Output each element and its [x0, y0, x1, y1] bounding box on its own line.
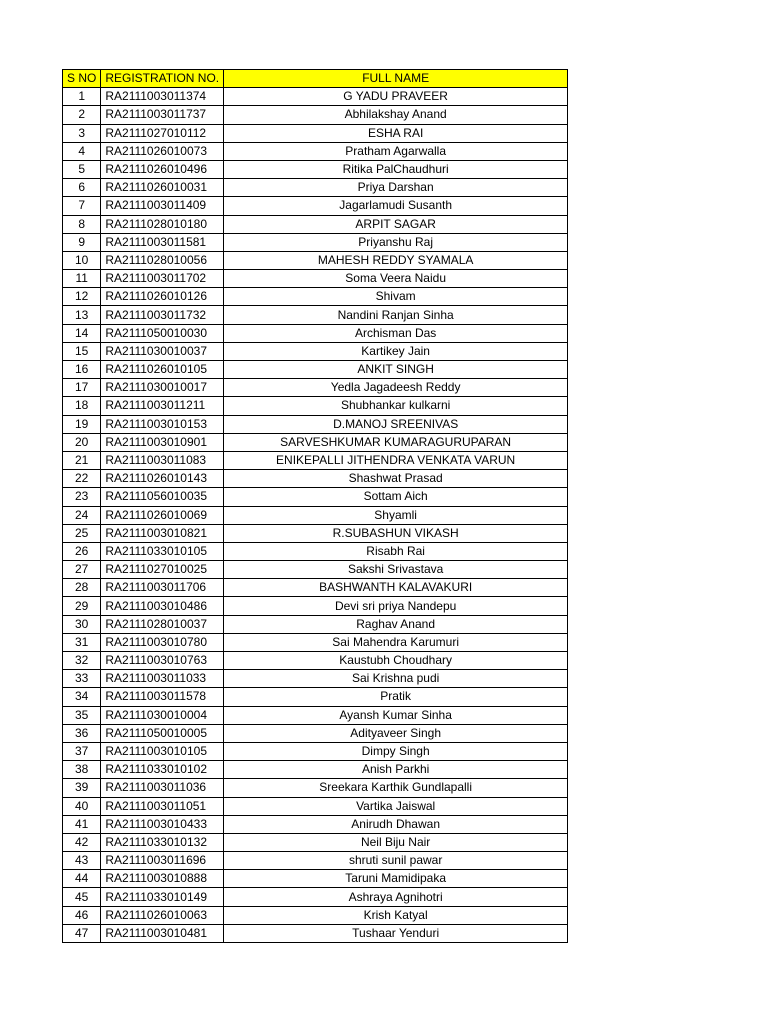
cell-registration-no: RA2111003011083	[101, 451, 224, 469]
table-row	[63, 451, 568, 469]
cell-sno: 29	[63, 597, 101, 615]
table-row	[63, 670, 568, 688]
cell-sno: 44	[63, 870, 101, 888]
table-row	[63, 633, 568, 651]
cell-full-name: Soma Veera Naidu	[224, 270, 568, 288]
table-row	[63, 106, 568, 124]
cell-sno: 42	[63, 833, 101, 851]
table-row	[63, 179, 568, 197]
cell-full-name: shruti sunil pawar	[224, 852, 568, 870]
cell-sno: 8	[63, 215, 101, 233]
cell-full-name: Sottam Aich	[224, 488, 568, 506]
cell-full-name: Tushaar Yenduri	[224, 924, 568, 942]
table-row	[63, 142, 568, 160]
cell-sno: 11	[63, 270, 101, 288]
cell-sno: 10	[63, 251, 101, 269]
cell-full-name: Kaustubh Choudhary	[224, 652, 568, 670]
cell-full-name: R.SUBASHUN VIKASH	[224, 524, 568, 542]
cell-sno: 3	[63, 124, 101, 142]
table-row	[63, 233, 568, 251]
table-row	[63, 397, 568, 415]
table-row	[63, 524, 568, 542]
cell-sno: 43	[63, 852, 101, 870]
table-row	[63, 251, 568, 269]
table-row	[63, 870, 568, 888]
table-row	[63, 852, 568, 870]
cell-full-name: Shivam	[224, 288, 568, 306]
table-row	[63, 124, 568, 142]
header-row	[63, 70, 568, 88]
table-row	[63, 342, 568, 360]
cell-registration-no: RA2111033010132	[101, 833, 224, 851]
cell-full-name: Nandini Ranjan Sinha	[224, 306, 568, 324]
cell-registration-no: RA2111003011211	[101, 397, 224, 415]
table-row	[63, 270, 568, 288]
table-row	[63, 706, 568, 724]
table-row	[63, 561, 568, 579]
cell-full-name: Raghav Anand	[224, 615, 568, 633]
cell-sno: 33	[63, 670, 101, 688]
cell-registration-no: RA2111027010025	[101, 561, 224, 579]
table-row	[63, 833, 568, 851]
cell-sno: 6	[63, 179, 101, 197]
cell-sno: 14	[63, 324, 101, 342]
cell-registration-no: RA2111026010143	[101, 470, 224, 488]
cell-full-name: Anirudh Dhawan	[224, 815, 568, 833]
cell-sno: 45	[63, 888, 101, 906]
table-row	[63, 88, 568, 106]
table-row	[63, 815, 568, 833]
cell-full-name: Krish Katyal	[224, 906, 568, 924]
table-row	[63, 415, 568, 433]
cell-sno: 13	[63, 306, 101, 324]
cell-full-name: Anish Parkhi	[224, 761, 568, 779]
cell-sno: 46	[63, 906, 101, 924]
cell-sno: 1	[63, 88, 101, 106]
cell-full-name: Abhilakshay Anand	[224, 106, 568, 124]
cell-full-name: Kartikey Jain	[224, 342, 568, 360]
cell-registration-no: RA2111026010063	[101, 906, 224, 924]
header-registration-no: REGISTRATION NO.	[101, 70, 224, 88]
cell-sno: 34	[63, 688, 101, 706]
cell-registration-no: RA2111003011409	[101, 197, 224, 215]
table-row	[63, 779, 568, 797]
cell-sno: 4	[63, 142, 101, 160]
cell-registration-no: RA2111028010037	[101, 615, 224, 633]
table-row	[63, 160, 568, 178]
cell-registration-no: RA2111003010821	[101, 524, 224, 542]
header-sno: S NO	[63, 70, 101, 88]
cell-sno: 32	[63, 652, 101, 670]
cell-full-name: Pratik	[224, 688, 568, 706]
cell-registration-no: RA2111003011732	[101, 306, 224, 324]
cell-full-name: MAHESH REDDY SYAMALA	[224, 251, 568, 269]
cell-registration-no: RA2111033010105	[101, 542, 224, 560]
cell-registration-no: RA2111003011374	[101, 88, 224, 106]
cell-full-name: Vartika Jaiswal	[224, 797, 568, 815]
cell-full-name: Devi sri priya Nandepu	[224, 597, 568, 615]
cell-registration-no: RA2111028010180	[101, 215, 224, 233]
cell-registration-no: RA2111003011706	[101, 579, 224, 597]
cell-full-name: Sai Mahendra Karumuri	[224, 633, 568, 651]
cell-sno: 30	[63, 615, 101, 633]
cell-registration-no: RA2111003011737	[101, 106, 224, 124]
cell-registration-no: RA2111030010004	[101, 706, 224, 724]
cell-registration-no: RA2111003011033	[101, 670, 224, 688]
cell-sno: 9	[63, 233, 101, 251]
cell-full-name: Ritika PalChaudhuri	[224, 160, 568, 178]
cell-sno: 35	[63, 706, 101, 724]
cell-registration-no: RA2111003011581	[101, 233, 224, 251]
cell-full-name: Jagarlamudi Susanth	[224, 197, 568, 215]
cell-sno: 19	[63, 415, 101, 433]
cell-full-name: Sreekara Karthik Gundlapalli	[224, 779, 568, 797]
cell-sno: 39	[63, 779, 101, 797]
cell-full-name: BASHWANTH KALAVAKURI	[224, 579, 568, 597]
table-row	[63, 688, 568, 706]
table-row	[63, 924, 568, 942]
cell-registration-no: RA2111026010105	[101, 361, 224, 379]
table-row	[63, 433, 568, 451]
cell-sno: 20	[63, 433, 101, 451]
table-row	[63, 306, 568, 324]
table-row	[63, 215, 568, 233]
cell-sno: 5	[63, 160, 101, 178]
cell-registration-no: RA2111003011696	[101, 852, 224, 870]
cell-full-name: ENIKEPALLI JITHENDRA VENKATA VARUN	[224, 451, 568, 469]
table-row	[63, 724, 568, 742]
cell-full-name: Shyamli	[224, 506, 568, 524]
cell-full-name: D.MANOJ SREENIVAS	[224, 415, 568, 433]
table-body	[63, 88, 568, 943]
cell-sno: 7	[63, 197, 101, 215]
cell-sno: 2	[63, 106, 101, 124]
cell-sno: 15	[63, 342, 101, 360]
cell-full-name: Priya Darshan	[224, 179, 568, 197]
cell-registration-no: RA2111030010037	[101, 342, 224, 360]
cell-full-name: Taruni Mamidipaka	[224, 870, 568, 888]
table-row	[63, 797, 568, 815]
cell-full-name: ARPIT SAGAR	[224, 215, 568, 233]
cell-full-name: Adityaveer Singh	[224, 724, 568, 742]
cell-registration-no: RA2111003010901	[101, 433, 224, 451]
cell-full-name: G YADU PRAVEER	[224, 88, 568, 106]
cell-sno: 27	[63, 561, 101, 579]
table-row	[63, 197, 568, 215]
cell-registration-no: RA2111003010105	[101, 742, 224, 760]
cell-registration-no: RA2111003010486	[101, 597, 224, 615]
cell-registration-no: RA2111003010153	[101, 415, 224, 433]
cell-full-name: Ayansh Kumar Sinha	[224, 706, 568, 724]
cell-sno: 47	[63, 924, 101, 942]
cell-full-name: Dimpy Singh	[224, 742, 568, 760]
cell-sno: 26	[63, 542, 101, 560]
cell-sno: 12	[63, 288, 101, 306]
table-row	[63, 652, 568, 670]
table-row	[63, 742, 568, 760]
table-row	[63, 470, 568, 488]
cell-sno: 21	[63, 451, 101, 469]
cell-registration-no: RA2111026010073	[101, 142, 224, 160]
cell-full-name: Shashwat Prasad	[224, 470, 568, 488]
table-row	[63, 379, 568, 397]
table-row	[63, 761, 568, 779]
cell-registration-no: RA2111033010149	[101, 888, 224, 906]
table-row	[63, 906, 568, 924]
cell-sno: 40	[63, 797, 101, 815]
cell-registration-no: RA2111050010030	[101, 324, 224, 342]
cell-full-name: Sai Krishna pudi	[224, 670, 568, 688]
cell-registration-no: RA2111003010888	[101, 870, 224, 888]
table-row	[63, 488, 568, 506]
cell-sno: 17	[63, 379, 101, 397]
cell-registration-no: RA2111003011578	[101, 688, 224, 706]
cell-registration-no: RA2111027010112	[101, 124, 224, 142]
cell-full-name: ANKIT SINGH	[224, 361, 568, 379]
cell-sno: 24	[63, 506, 101, 524]
cell-full-name: Yedla Jagadeesh Reddy	[224, 379, 568, 397]
cell-sno: 31	[63, 633, 101, 651]
cell-full-name: Neil Biju Nair	[224, 833, 568, 851]
table-row	[63, 542, 568, 560]
cell-registration-no: RA2111056010035	[101, 488, 224, 506]
cell-registration-no: RA2111050010005	[101, 724, 224, 742]
table-row	[63, 597, 568, 615]
cell-registration-no: RA2111003011036	[101, 779, 224, 797]
table-row	[63, 615, 568, 633]
cell-full-name: Archisman Das	[224, 324, 568, 342]
cell-registration-no: RA2111026010496	[101, 160, 224, 178]
cell-full-name: ESHA RAI	[224, 124, 568, 142]
cell-registration-no: RA2111026010069	[101, 506, 224, 524]
registration-table	[62, 69, 568, 943]
cell-registration-no: RA2111003010763	[101, 652, 224, 670]
table-row	[63, 288, 568, 306]
cell-full-name: Shubhankar kulkarni	[224, 397, 568, 415]
cell-full-name: Sakshi Srivastava	[224, 561, 568, 579]
cell-sno: 41	[63, 815, 101, 833]
cell-registration-no: RA2111003010481	[101, 924, 224, 942]
cell-registration-no: RA2111003010433	[101, 815, 224, 833]
cell-registration-no: RA2111003011051	[101, 797, 224, 815]
cell-sno: 37	[63, 742, 101, 760]
cell-registration-no: RA2111026010031	[101, 179, 224, 197]
cell-full-name: Priyanshu Raj	[224, 233, 568, 251]
cell-registration-no: RA2111033010102	[101, 761, 224, 779]
cell-sno: 38	[63, 761, 101, 779]
table-row	[63, 579, 568, 597]
cell-sno: 25	[63, 524, 101, 542]
cell-registration-no: RA2111030010017	[101, 379, 224, 397]
cell-sno: 36	[63, 724, 101, 742]
cell-sno: 23	[63, 488, 101, 506]
cell-sno: 22	[63, 470, 101, 488]
cell-full-name: SARVESHKUMAR KUMARAGURUPARAN	[224, 433, 568, 451]
header-full-name: FULL NAME	[224, 70, 568, 88]
table-row	[63, 324, 568, 342]
cell-registration-no: RA2111003010780	[101, 633, 224, 651]
cell-full-name: Pratham Agarwalla	[224, 142, 568, 160]
cell-registration-no: RA2111003011702	[101, 270, 224, 288]
cell-registration-no: RA2111028010056	[101, 251, 224, 269]
table-row	[63, 888, 568, 906]
cell-sno: 18	[63, 397, 101, 415]
table-row	[63, 506, 568, 524]
cell-registration-no: RA2111026010126	[101, 288, 224, 306]
cell-sno: 16	[63, 361, 101, 379]
cell-full-name: Ashraya Agnihotri	[224, 888, 568, 906]
table-row	[63, 361, 568, 379]
cell-full-name: Risabh Rai	[224, 542, 568, 560]
cell-sno: 28	[63, 579, 101, 597]
